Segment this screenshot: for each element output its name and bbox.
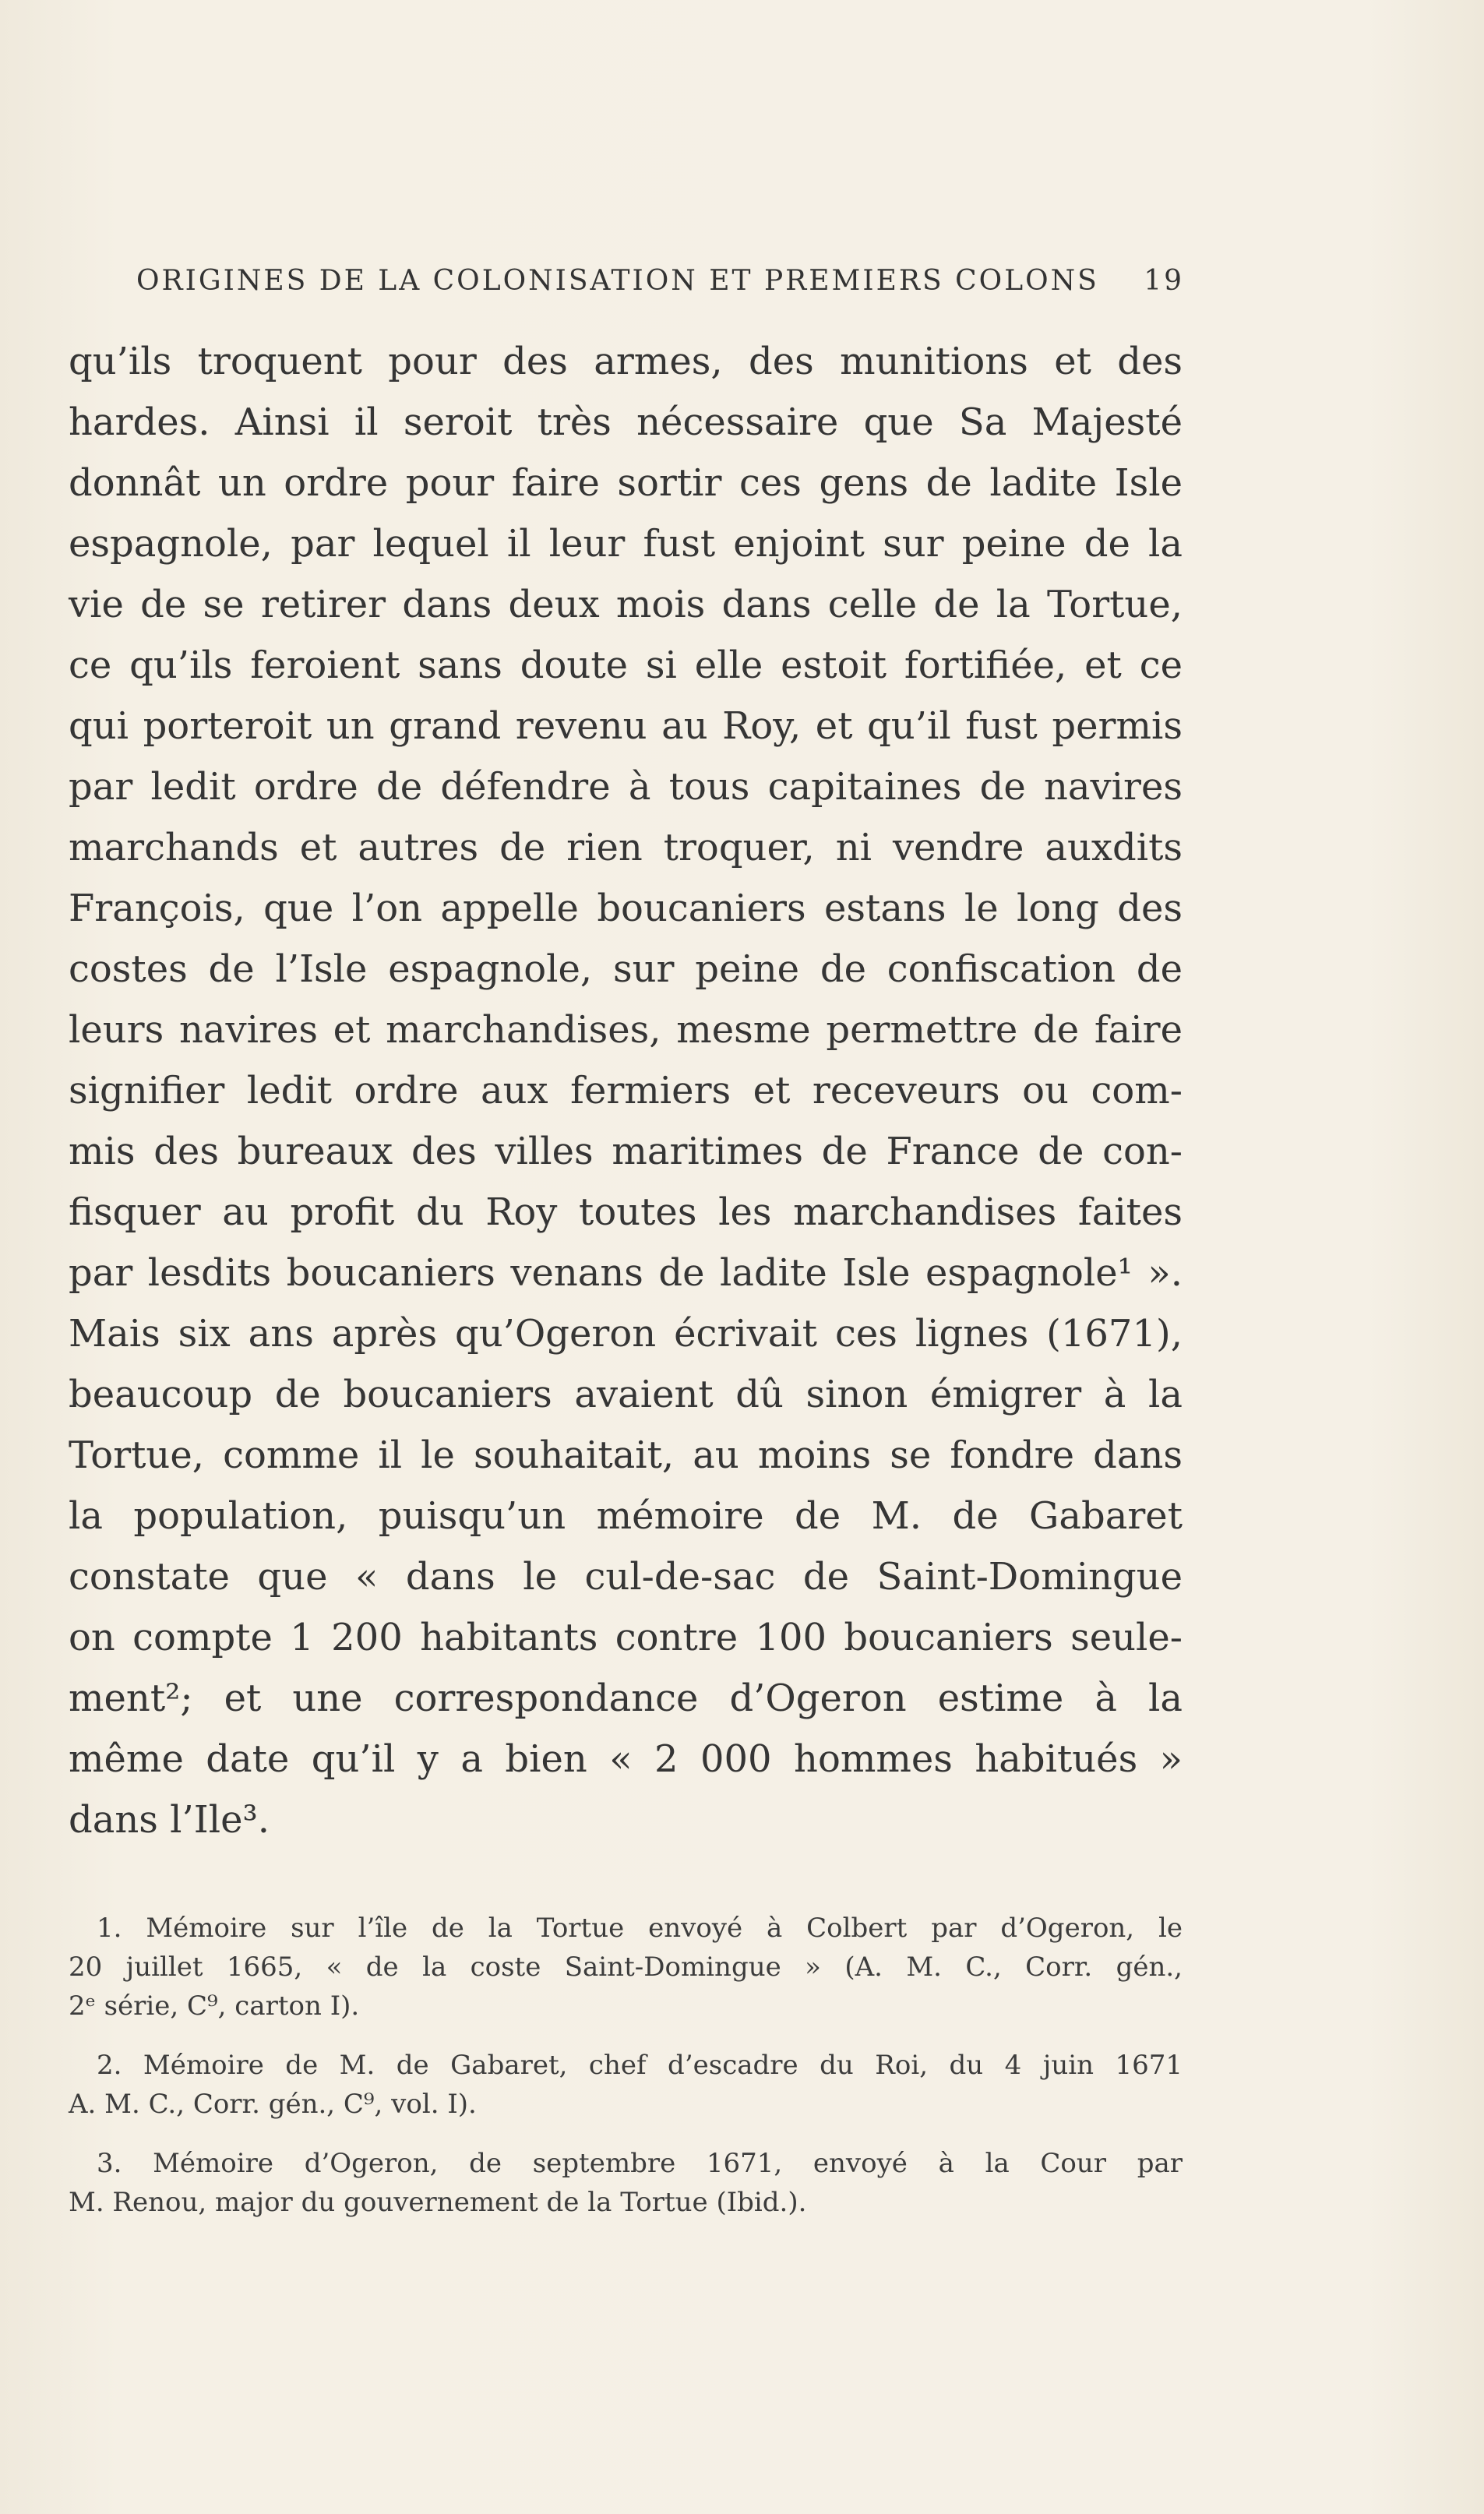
page-number: 19 xyxy=(1144,265,1184,297)
text-line: par ledit ordre de défendre à tous capitaines de navires xyxy=(69,765,1183,809)
text-line: dans l’Ile³. xyxy=(69,1798,270,1842)
text-line: la population, puisqu’un mémoire de M. de Gabaret xyxy=(69,1494,1183,1538)
footnote-line: 1. Mémoire sur l’île de la Tortue envoyé à Colbert par d’Ogeron, le xyxy=(97,1913,1183,1944)
footnotes xyxy=(69,1909,1183,2222)
footnote-line: 2ᵉ série, C⁹, carton I). xyxy=(69,1990,360,2022)
footnote-line: A. M. C., Corr. gén., C⁹, vol. I). xyxy=(69,2089,477,2120)
page-header xyxy=(136,265,1184,304)
footnote-line: M. Renou, major du gouvernement de la Tortue (Ibid.). xyxy=(69,2187,807,2218)
text-line: marchands et autres de rien troquer, ni vendre auxdits xyxy=(69,826,1183,869)
text-line: François, que l’on appelle boucaniers estans le long des xyxy=(69,887,1183,930)
footnote-2 xyxy=(69,2046,1183,2124)
text-line: fisquer au profit du Roy toutes les marchandises faites xyxy=(69,1190,1183,1234)
main-text xyxy=(69,331,1183,1850)
text-line: costes de l’Isle espagnole, sur peine de confiscation de xyxy=(69,947,1183,991)
footnote-3 xyxy=(69,2144,1183,2222)
text-line: espagnole, par lequel il leur fust enjoint sur peine de la xyxy=(69,522,1183,566)
text-line: donnât un ordre pour faire sortir ces gens de ladite Isle xyxy=(69,461,1183,505)
text-line: Tortue, comme il le souhaitait, au moins se fondre dans xyxy=(69,1433,1183,1477)
text-line: leurs navires et marchandises, mesme permettre de faire xyxy=(69,1008,1183,1052)
text-line: constate que « dans le cul-de-sac de Saint-Domingue xyxy=(69,1555,1183,1599)
text-line: beaucoup de boucaniers avaient dû sinon émigrer à la xyxy=(69,1373,1183,1416)
text-line: hardes. Ainsi il seroit très nécessaire que Sa Majesté xyxy=(69,400,1183,444)
text-line: même date qu’il y a bien « 2 000 hommes habitués » xyxy=(69,1737,1183,1781)
text-line: qui porteroit un grand revenu au Roy, et qu’il fust permis xyxy=(69,704,1183,748)
text-line: ce qu’ils feroient sans doute si elle estoit fortifiée, et ce xyxy=(69,643,1183,687)
text-line: qu’ils troquent pour des armes, des munitions et des xyxy=(69,340,1183,383)
footnote-line: 20 juillet 1665, « de la coste Saint-Domingue » (A. M. C., Corr. gén., xyxy=(69,1952,1183,1983)
text-line: mis des bureaux des villes maritimes de France de con- xyxy=(69,1130,1183,1173)
text-line: ment²; et une correspondance d’Ogeron estime à la xyxy=(69,1677,1183,1720)
text-line: vie de se retirer dans deux mois dans celle de la Tortue, xyxy=(69,583,1183,626)
text-line: par lesdits boucaniers venans de ladite Isle espagnole¹ ». xyxy=(69,1251,1183,1295)
text-line: on compte 1 200 habitants contre 100 boucaniers seule- xyxy=(69,1616,1183,1659)
text-line: signifier ledit ordre aux fermiers et receveurs ou com- xyxy=(69,1069,1183,1112)
running-title: ORIGINES DE LA COLONISATION ET PREMIERS COLONS xyxy=(136,265,1099,297)
footnote-line: 2. Mémoire de M. de Gabaret, chef d’escadre du Roi, du 4 juin 1671 xyxy=(97,2050,1183,2081)
footnote-1 xyxy=(69,1909,1183,2026)
text-line: Mais six ans après qu’Ogeron écrivait ces lignes (1671), xyxy=(69,1312,1183,1356)
footnote-line: 3. Mémoire d’Ogeron, de septembre 1671, envoyé à la Cour par xyxy=(97,2148,1183,2179)
